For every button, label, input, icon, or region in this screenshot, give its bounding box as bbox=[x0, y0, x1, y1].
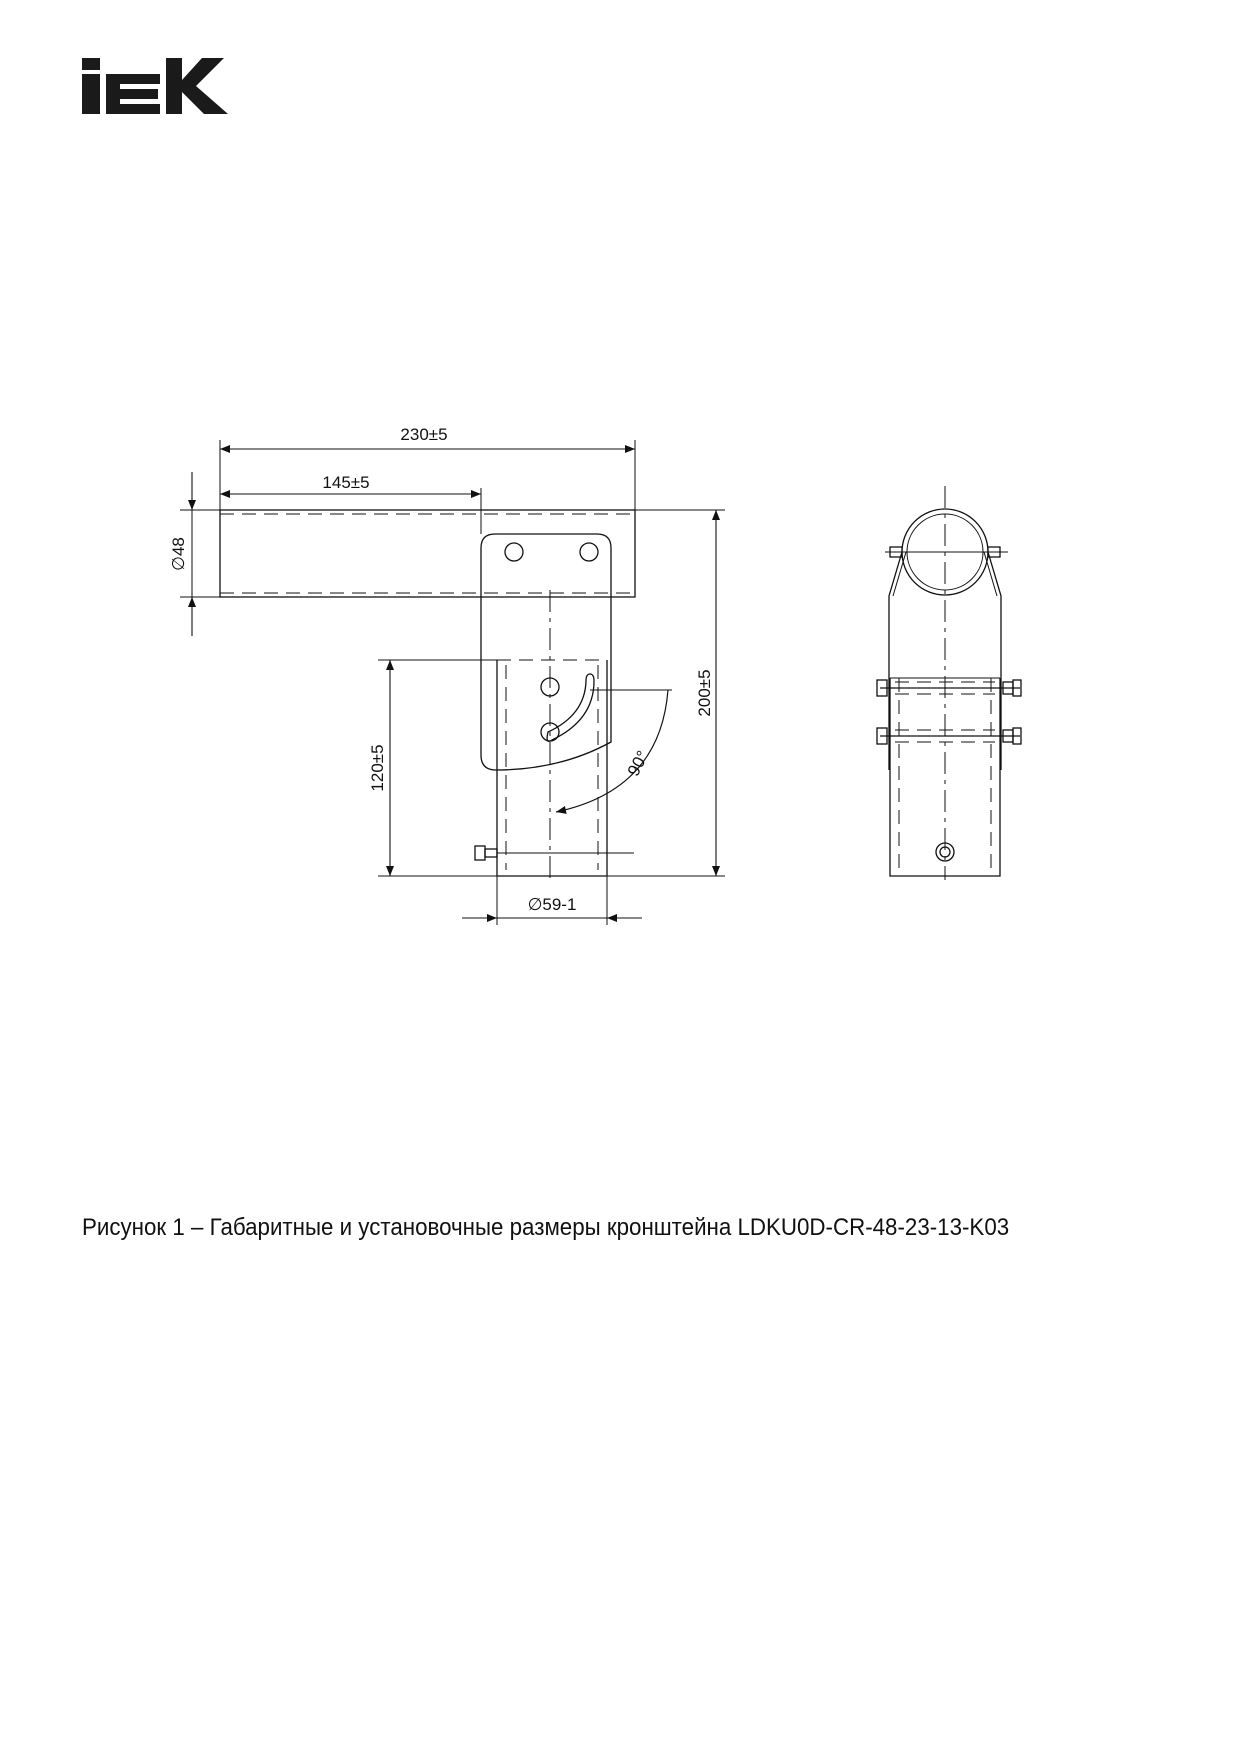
dim-angle: 90° bbox=[623, 747, 653, 780]
dim-arm-diameter: ∅48 bbox=[169, 537, 188, 571]
dim-overall-length: 230±5 bbox=[400, 425, 448, 444]
adjust-slot bbox=[547, 674, 594, 741]
dim-arm-length: 145±5 bbox=[322, 473, 370, 492]
dim-total-height: 200±5 bbox=[695, 669, 714, 717]
figure-caption: Рисунок 1 – Габаритные и установочные размеры кронштейна LDKU0D-CR-48-23-13-K03 bbox=[82, 1214, 1010, 1241]
mounting-plate bbox=[481, 534, 611, 770]
dim-sleeve-diameter: ∅59-1 bbox=[527, 895, 577, 914]
vertical-sleeve bbox=[497, 660, 607, 876]
side-view bbox=[877, 486, 1021, 880]
arm-tube bbox=[220, 510, 635, 597]
dim-sleeve-height: 120±5 bbox=[368, 744, 387, 792]
